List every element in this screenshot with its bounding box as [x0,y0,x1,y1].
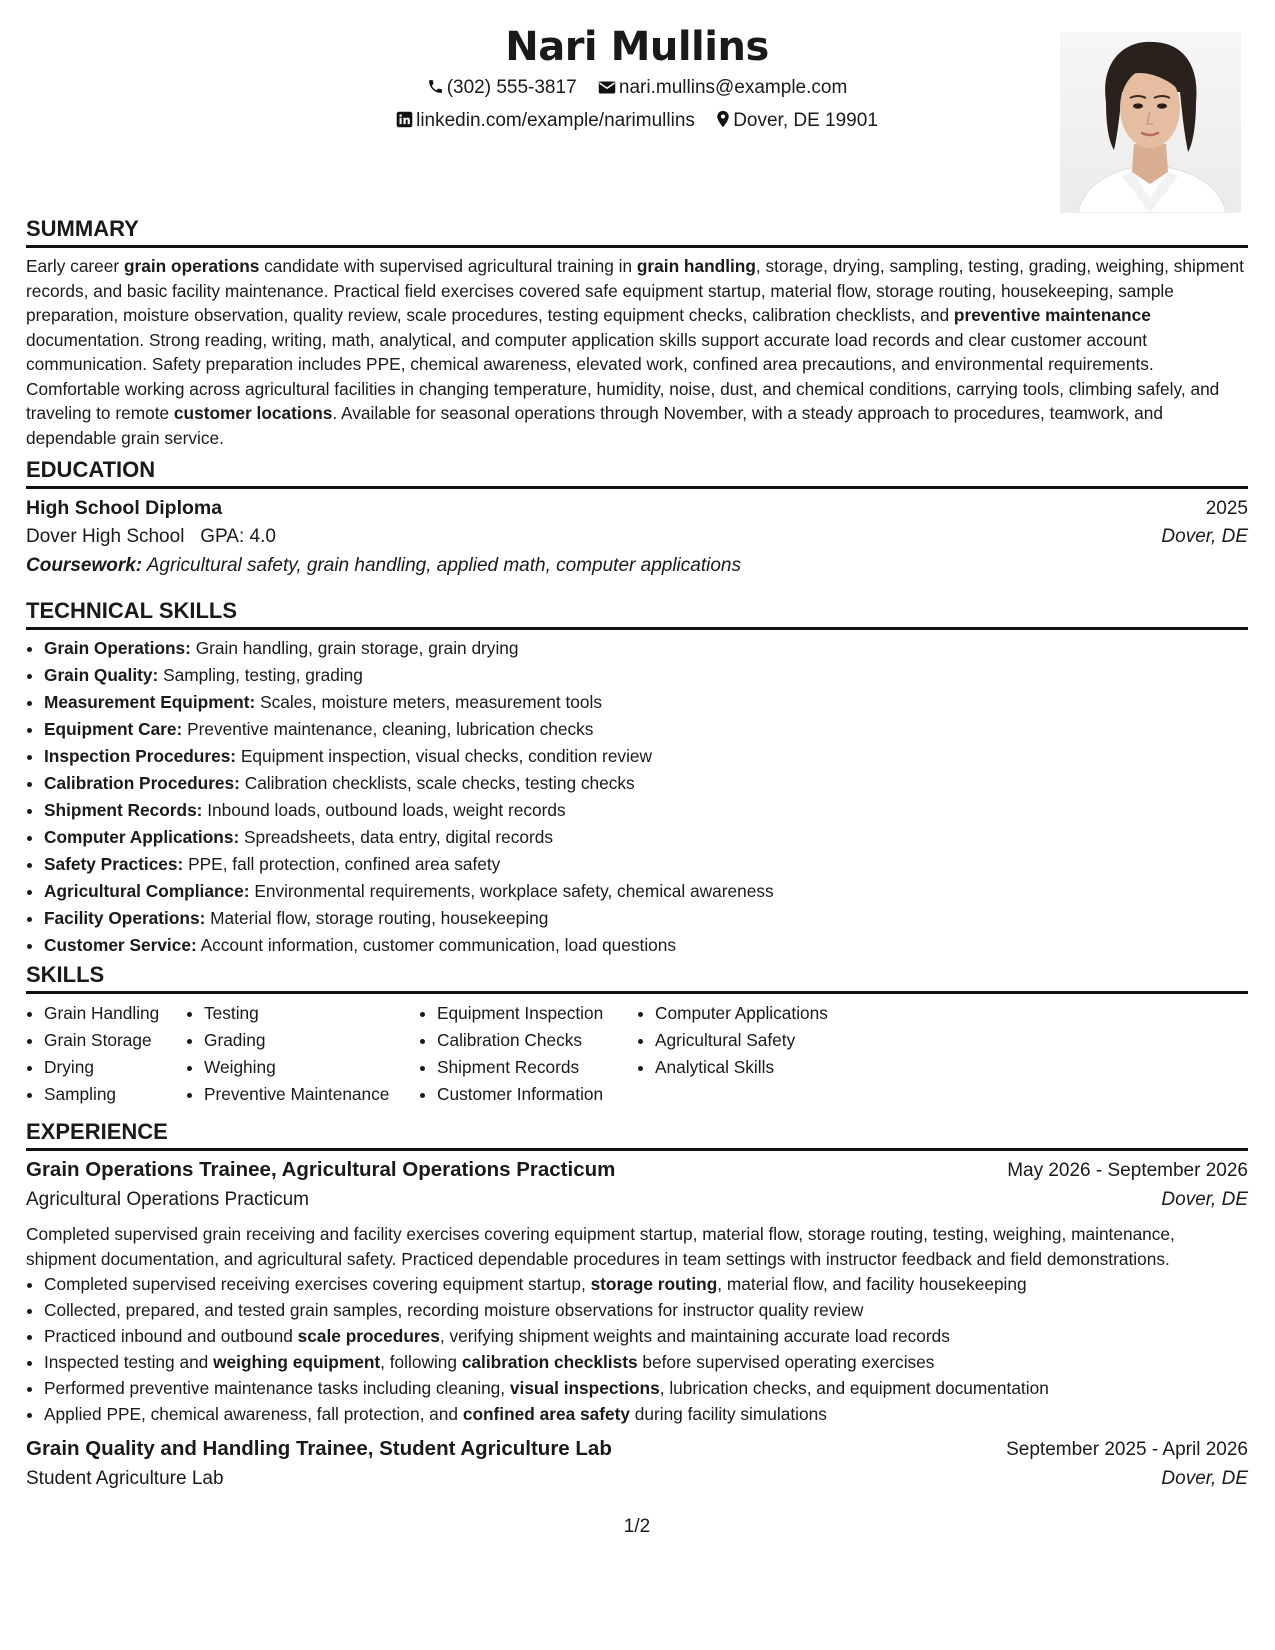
candidate-name: Nari Mullins [505,24,769,70]
bullet-text: , verifying shipment weights and maintaining accurate load records [439,1326,950,1346]
skills-section [26,962,1248,1108]
job-title-row [26,1158,1248,1189]
school-line [26,526,276,548]
skill-label: Measurement Equipment: [44,692,256,712]
bullet-text: during facility simulations [629,1404,827,1424]
list-item [44,770,1248,797]
email-contact[interactable] [598,72,847,105]
bullet-keyword: calibration checklists [461,1352,638,1372]
bullet-keyword: weighing equipment [213,1352,381,1372]
skill-label: Computer Applications: [44,827,240,847]
list-item [44,662,1248,689]
page-number: 1/2 [623,1516,651,1537]
job-dates: September 2025 - April 2026 [1006,1439,1248,1460]
skill-item: • Agricultural Safety [655,1027,895,1054]
technical-skills-heading: TECHNICAL SKILLS [26,598,1248,630]
bullet-text: , following [380,1352,462,1372]
skill-text: Scales, moisture meters, measurement tools [260,692,602,712]
school-location: Dover, DE [1161,526,1248,547]
skill-label: Equipment Care: [44,719,183,739]
skill-item: • Sampling [44,1081,186,1108]
location-text: Dover, DE 19901 [733,110,878,131]
skill-label: Customer Service: [44,935,197,955]
bullet-text: , lubrication checks, and equipment documentation [659,1378,1049,1398]
summary-text: . Available for seasonal operations through November, with a steady approach to procedures, teamwork, and dependable grain service. [26,403,1164,448]
skill-text: Environmental requirements, workplace safety, chemical awareness [254,881,774,901]
list-item [44,635,1248,662]
phone-contact[interactable] [427,72,577,105]
skill-item: • Shipment Records [437,1054,637,1081]
graduation-year: 2025 [1205,498,1248,519]
linkedin-text: linkedin.com/example/narimullins [416,110,695,131]
bullet-text: , material flow, and facility housekeeping [717,1274,1027,1294]
skill-item: • Grain Storage [44,1027,186,1054]
job-location: Dover, DE [1161,1189,1248,1210]
coursework-label: Coursework: [26,555,143,576]
skill-item: • Drying [44,1054,186,1081]
list-item [44,689,1248,716]
bullet-text: Performed preventive maintenance tasks including cleaning, [44,1378,510,1398]
skill-item: • Grading [204,1027,419,1054]
bullet-text: Inspected testing and [44,1352,214,1372]
skill-item: • Grain Handling [44,1000,186,1027]
list-item [44,1271,1248,1297]
email-text: nari.mullins@example.com [618,77,848,98]
job-location: Dover, DE [1161,1468,1248,1489]
summary-paragraph [26,254,1248,450]
summary-text: Early career [26,256,124,276]
skill-label: Grain Operations: [44,638,191,658]
job-dates: May 2026 - September 2026 [1007,1160,1248,1181]
skill-label: Shipment Records: [44,800,203,820]
summary-keyword: customer locations [173,403,333,423]
summary-keyword: grain handling [636,256,756,276]
skill-label: Facility Operations: [44,908,206,928]
skills-column [419,1000,637,1108]
job-organization: Student Agriculture Lab [26,1468,224,1489]
education-row-2 [26,526,1248,555]
job-org-row [26,1189,1248,1219]
skill-label: Inspection Procedures: [44,746,237,766]
coursework-text: Agricultural safety, grain handling, applied math, computer applications [146,555,741,576]
skill-label: Grain Quality: [44,665,159,685]
bullet-keyword: confined area safety [462,1404,630,1424]
summary-text: candidate with supervised agricultural training in [259,256,637,276]
bullet-text: Completed supervised receiving exercises covering equipment startup, [44,1274,591,1294]
skill-item: • Analytical Skills [655,1054,895,1081]
list-item [44,797,1248,824]
job-org-row [26,1468,1248,1498]
bullet-keyword: visual inspections [509,1378,660,1398]
skill-text: Inbound loads, outbound loads, weight records [207,800,566,820]
list-item [44,743,1248,770]
skill-label: Safety Practices: [44,854,184,874]
education-row-1 [26,497,1248,526]
location-contact [716,105,878,138]
skill-item: • Preventive Maintenance [204,1081,419,1108]
gpa: GPA: 4.0 [200,526,276,547]
summary-section [26,216,1248,450]
skill-item: • Calibration Checks [437,1027,637,1054]
summary-text: , storage, drying, sampling, testing, grading, weighing, shipment records, and basic facility maintenance. Practical field exercises covered safe equipment startup, material flow, storage routing, housekeeping, sample preparation, moisture observation, quality review, scale procedures, testing equipment checks, calibration checklists, and [26,256,1244,325]
job-title: Grain Operations Trainee, Agricultural Operations Practicum [26,1158,616,1181]
bullet-text: Collected, prepared, and tested grain samples, recording moisture observations for instructor quality review [44,1300,864,1320]
education-heading: EDUCATION [26,457,1248,489]
profile-photo [1060,32,1241,213]
skill-item: • Customer Information [437,1081,637,1108]
list-item [44,716,1248,743]
job-organization: Agricultural Operations Practicum [26,1189,309,1210]
bullet-text: before supervised operating exercises [637,1352,935,1372]
skills-column [637,1000,895,1108]
bullet-text: Practiced inbound and outbound [44,1326,298,1346]
list-item [44,1375,1248,1401]
skill-text: Sampling, testing, grading [163,665,363,685]
list-item [44,905,1248,932]
skills-grid [26,1000,1248,1108]
linkedin-icon [396,107,413,138]
summary-keyword: preventive maintenance [953,305,1151,325]
degree: High School Diploma [26,497,223,519]
skills-column [26,1000,186,1108]
skill-item: • Testing [204,1000,419,1027]
skill-item: • Computer Applications [655,1000,895,1027]
skill-text: Equipment inspection, visual checks, condition review [240,746,652,766]
list-item [44,1349,1248,1375]
list-item [44,878,1248,905]
skills-column [186,1000,419,1108]
phone-icon [427,74,444,105]
list-item [44,1401,1248,1427]
skill-text: PPE, fall protection, confined area safety [188,854,501,874]
list-item [44,1297,1248,1323]
technical-skills-section [26,598,1248,959]
skill-text: Calibration checklists, scale checks, testing checks [244,773,635,793]
job-title: Grain Quality and Handling Trainee, Student Agriculture Lab [26,1437,612,1460]
experience-heading: EXPERIENCE [26,1119,1248,1151]
skill-text: Preventive maintenance, cleaning, lubrication checks [187,719,594,739]
skill-item: • Weighing [204,1054,419,1081]
list-item [44,1323,1248,1349]
linkedin-contact[interactable] [396,105,695,138]
list-item [44,824,1248,851]
map-pin-icon [716,107,730,138]
school-name: Dover High School [26,526,185,547]
skill-label: Agricultural Compliance: [44,881,250,901]
job-bullets [26,1271,1248,1427]
skills-heading: SKILLS [26,962,1248,994]
phone-text: (302) 555-3817 [446,77,577,98]
technical-skills-list [26,635,1248,959]
job-entry [26,1437,1248,1498]
list-item [44,932,1248,959]
resume-page [26,0,1248,1650]
bullet-keyword: storage routing [590,1274,718,1294]
bullet-text: Applied PPE, chemical awareness, fall protection, and [44,1404,463,1424]
summary-keyword: grain operations [123,256,260,276]
skill-text: Spreadsheets, data entry, digital records [244,827,554,847]
job-entry [26,1158,1248,1427]
skill-item: • Equipment Inspection [437,1000,637,1027]
education-section [26,457,1248,584]
bullet-keyword: scale procedures [297,1326,440,1346]
experience-section [26,1119,1248,1498]
skill-label: Calibration Procedures: [44,773,240,793]
summary-text: documentation. Strong reading, writing, math, analytical, and computer application skills support accurate load records and clear customer account communication. Safety preparation includes PPE, chemical awareness, elevated work, confined area precautions, and environmental requirements. Comfortable working across agricultural facilities in changing temperature, humidity, noise, dust, and chemical conditions, carrying tools, climbing safely, and traveling to remote [26,329,1220,423]
skill-text: Grain handling, grain storage, grain drying [195,638,519,658]
job-title-row [26,1437,1248,1468]
envelope-icon [598,74,616,105]
list-item [44,851,1248,878]
job-description: Completed supervised grain receiving and facility exercises covering equipment startup, material flow, storage routing, testing, weighing, maintenance, shipment documentation, and agricultural safety. Practiced dependable procedures in team settings with instructor feedback and field demonstrations. [26,1224,1175,1269]
skill-text: Account information, customer communication, load questions [200,935,677,955]
skill-text: Material flow, storage routing, housekeeping [210,908,549,928]
coursework-line [26,555,1248,584]
summary-heading: SUMMARY [26,216,1248,248]
